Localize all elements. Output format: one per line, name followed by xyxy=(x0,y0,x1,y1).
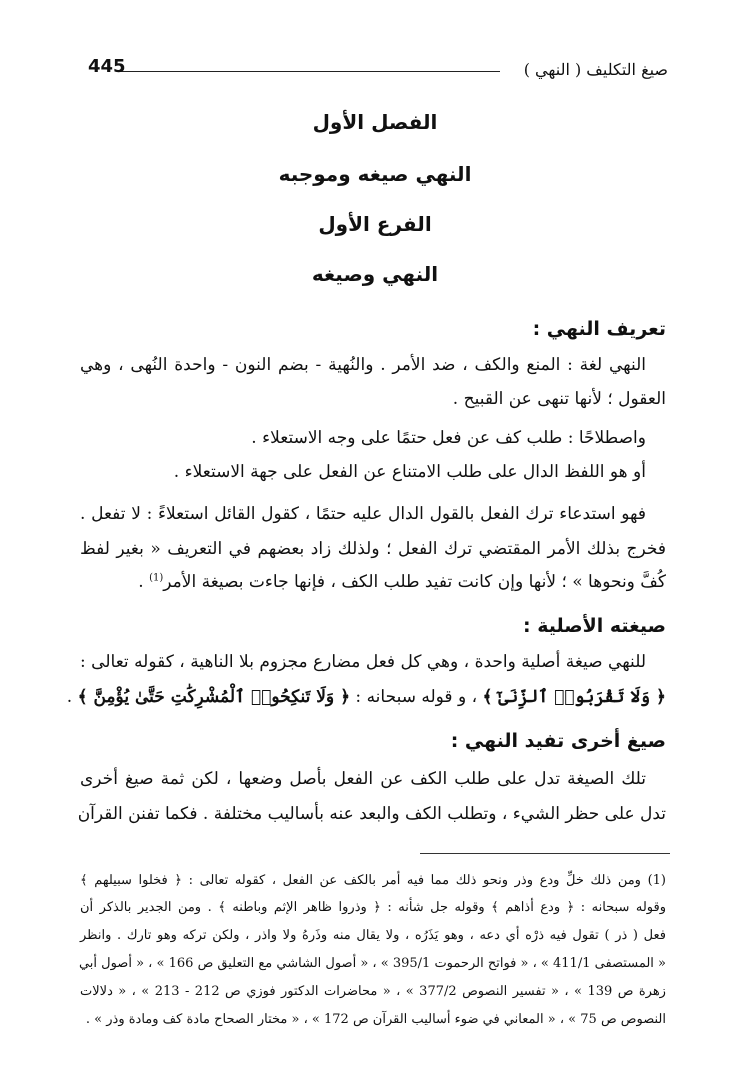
chapter-subtitle: النهي صيغه وموجبه xyxy=(278,162,472,186)
running-title: صيغ التكليف ( النهي ) xyxy=(523,60,668,79)
body-line: واصطلاحًا : طلب كف عن فعل حتمًا على وجه الاستعلاء . xyxy=(251,428,646,448)
footnote-ref: (1) xyxy=(149,572,164,584)
body-line: النهي لغة : المنع والكف ، ضد الأمر . والنُهية - بضم النون - واحدة النُهى ، وهي xyxy=(80,355,646,375)
verse-line xyxy=(66,686,666,707)
body-line: أو هو اللفظ الدال على طلب الامتناع عن الفعل على جهة الاستعلاء . xyxy=(173,462,646,482)
chapter-title: الفصل الأول xyxy=(312,110,438,134)
other-forms-heading: صيغ أخرى تفيد النهي : xyxy=(450,730,666,752)
quran-verse: ﴿ وَلَا تَقْرَبُوا۟ ٱلزِّنَىٰٓ ﴾ xyxy=(482,687,666,707)
footnote-line: فعل ( ذر ) تقول فيه ذرْه أي دعه ، وهو يَذَرُه ، ولا يقال منه وذَرهُ ولا واذر ، ولكن تركه وهو تارك . وانظر xyxy=(80,928,666,943)
body-line: تدل على حظر الشيء ، وتطلب الكف والبعد عنه بأساليب مختلفة . فكما تفنن القرآن xyxy=(77,804,666,824)
original-form-heading: صيغته الأصلية : xyxy=(522,615,666,637)
body-line: فخرج بذلك الأمر المقتضي ترك الفعل ؛ ولذلك زاد بعضهم في التعريف « بغير لفظ xyxy=(80,539,666,559)
connector-text: ، و قوله سبحانه : xyxy=(350,687,483,707)
body-line xyxy=(80,572,666,592)
body-line: فهو استدعاء ترك الفعل بالقول الدال عليه حتمًا ، كقول القائل استعلاءً : لا تفعل . xyxy=(80,504,646,524)
footnote-line: « المستصفى 411/1 » ، « فواتح الرحموت 395/1 » ، « أصول الشاشي مع التعليق ص 166 » ، « أصول أبي xyxy=(78,956,666,971)
body-line: العقول ؛ لأنها تنهى عن القبيح . xyxy=(452,389,666,409)
footnote-line: زهرة ص 139 » ، « تفسير النصوص 377/2 » ، « محاضرات الدكتور فوزي ص 212 - 213 » ، « دلالات xyxy=(80,984,666,999)
footnote-divider xyxy=(420,853,670,854)
line-end: . xyxy=(66,687,78,707)
header-rule xyxy=(120,71,500,72)
definition-heading: تعريف النهي : xyxy=(532,318,666,340)
footnote-line: (1) ومن ذلك خلِّ ودع وذر ونحو ذلك مما فيه أمر بالكف عن الفعل ، كقوله تعالى : ﴿ فخلوا سبيلهم ﴾ xyxy=(80,873,666,888)
body-line: تلك الصيغة تدل على طلب الكف عن الفعل بأصل وضعها ، لكن ثمة صيغ أخرى xyxy=(80,769,646,789)
quran-verse: ﴿ وَلَا تَنكِحُوا۟ ٱلْمُشْرِكَٰتِ حَتَّىٰ يُؤْمِنَّ ﴾ xyxy=(77,687,351,707)
body-text: كُفَّ ونحوها » ؛ لأنها وإن كانت تفيد طلب الكف ، فإنها جاءت بصيغة الأمر xyxy=(163,572,666,592)
branch-title: الفرع الأول xyxy=(318,212,432,236)
line-end: . xyxy=(138,572,150,592)
footnote-line: وقوله سبحانه : ﴿ ودع أذاهم ﴾ وقوله جل شأنه : ﴿ وذروا ظاهر الإثم وباطنه ﴾ . ومن الجدير بالذكر أن xyxy=(80,900,666,915)
footnote-line: النصوص ص 75 » ، « المعاني في ضوء أساليب القرآن ص 172 » ، « مختار الصحاح مادة كف ومادة وذر » . xyxy=(85,1012,666,1027)
page-number: 445 xyxy=(88,56,126,77)
branch-subtitle: النهي وصيغه xyxy=(311,262,439,286)
page-header xyxy=(88,56,668,86)
body-line: للنهي صيغة أصلية واحدة ، وهي كل فعل مضارع مجزوم بلا الناهية ، كقوله تعالى : xyxy=(80,652,646,672)
